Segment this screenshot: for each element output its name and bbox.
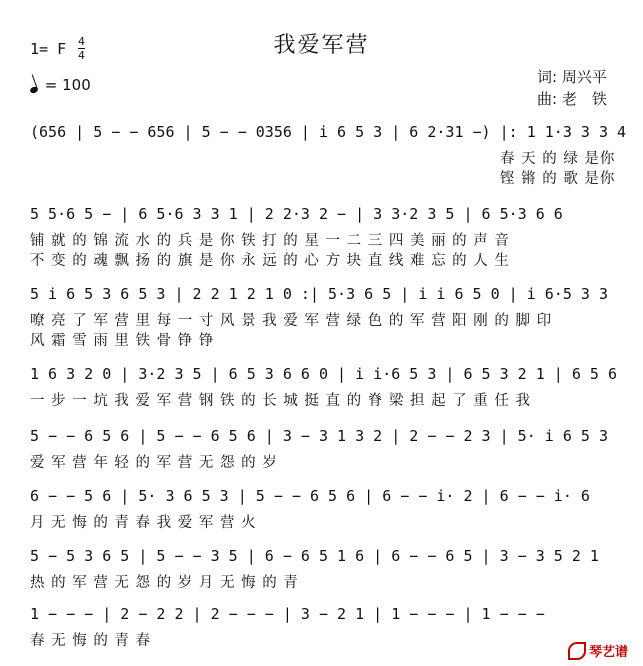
notes-line: 5 5·6 5 − | 6 5·6 3 3 1 | 2 2·3 2 − | 3 3·2 3 5 | 6 5·3 6 6 [30, 205, 563, 223]
lyric-line: 月 无 悔 的 青 春 我 爱 军 营 火 [30, 515, 257, 531]
score-row-2 [30, 205, 630, 269]
tempo-value: = 100 [44, 76, 91, 94]
lyric-line: 春 无 悔 的 青 春 [30, 633, 152, 649]
watermark-logo [568, 641, 628, 660]
quarter-note-icon [29, 86, 39, 94]
lyric-line: 铺 就 的 锦 流 水 的 兵 是 你 铁 打 的 星 一 二 三 四 美 丽 的 声 音 [30, 233, 510, 249]
lyric-line: 风 霜 雪 雨 里 铁 骨 铮 铮 [30, 333, 215, 349]
lyric-line: 热 的 军 营 无 怨 的 岁 月 无 悔 的 青 [30, 575, 299, 591]
score-row-5 [30, 427, 630, 471]
score-row-6 [30, 487, 630, 531]
score-row-3 [30, 285, 630, 349]
notes-line: 6 − − 5 6 | 5· 3 6 5 3 | 5 − − 6 5 6 | 6 − − i· 2 | 6 − − i· 6 [30, 487, 590, 505]
key-signature: 1= F [30, 40, 67, 58]
notes-line: 1 6 3 2 0 | 3·2 3 5 | 6 5 3 6 6 0 | i i·6 5 3 | 6 5 3 2 1 | 6 5 6 [30, 365, 617, 383]
lyric-line: 不 变 的 魂 飘 扬 的 旗 是 你 永 远 的 心 方 块 直 线 难 忘 的 人 生 [30, 253, 510, 269]
notes-line: 5 − 5 3 6 5 | 5 − − 3 5 | 6 − 6 5 1 6 | 6 − − 6 5 | 3 − 3 5 2 1 [30, 547, 599, 565]
notes-line: 1 − − − | 2 − 2 2 | 2 − − − | 3 − 2 1 | 1 − − − | 1 − − − [30, 605, 545, 623]
lyric-line: 一 步 一 坑 我 爱 军 营 钢 铁 的 长 城 挺 直 的 脊 梁 担 起 了 重 任 我 [30, 393, 532, 409]
lyric-line: 嘹 亮 了 军 营 里 每 一 寸 风 景 我 爱 军 营 绿 色 的 军 营 阳 刚 的 脚 印 [30, 313, 553, 329]
time-signature [78, 36, 85, 61]
lyric-line: 春 天 的 绿 是你 [500, 151, 616, 167]
lyric-line: 爱 军 营 年 轻 的 军 营 无 怨 的 岁 [30, 455, 278, 471]
score-row-7 [30, 547, 630, 591]
song-title: 我爱军营 [273, 33, 370, 58]
score-row-8 [30, 605, 630, 649]
score-row-1 [30, 123, 630, 187]
notes-line: 5 − − 6 5 6 | 5 − − 6 5 6 | 3 − 3 1 3 2 | 2 − − 2 3 | 5· i 6 5 3 [30, 427, 608, 445]
score-row-4 [30, 365, 630, 409]
lyricist-credit: 词: 周兴平 [537, 68, 607, 86]
logo-icon [568, 642, 586, 660]
tempo-marking [30, 76, 91, 94]
composer-credit: 曲: 老 铁 [537, 90, 607, 108]
lyric-line: 铿 锵 的 歌 是你 [500, 171, 616, 187]
watermark-text: 琴艺谱 [589, 645, 629, 660]
meter-top: 4 [78, 35, 85, 48]
meter-bottom: 4 [78, 49, 85, 62]
notes-line: (656 | 5 − − 656 | 5 − − 0356 | i 6 5 3 | 6 2·31 −) |: 1 1·3 3 3 4 [30, 123, 627, 141]
notes-line: 5 i 6 5 3 6 5 3 | 2 2 1 2 1 0 :| 5·3 6 5 | i i 6 5 0 | i 6·5 3 3 [30, 285, 608, 303]
